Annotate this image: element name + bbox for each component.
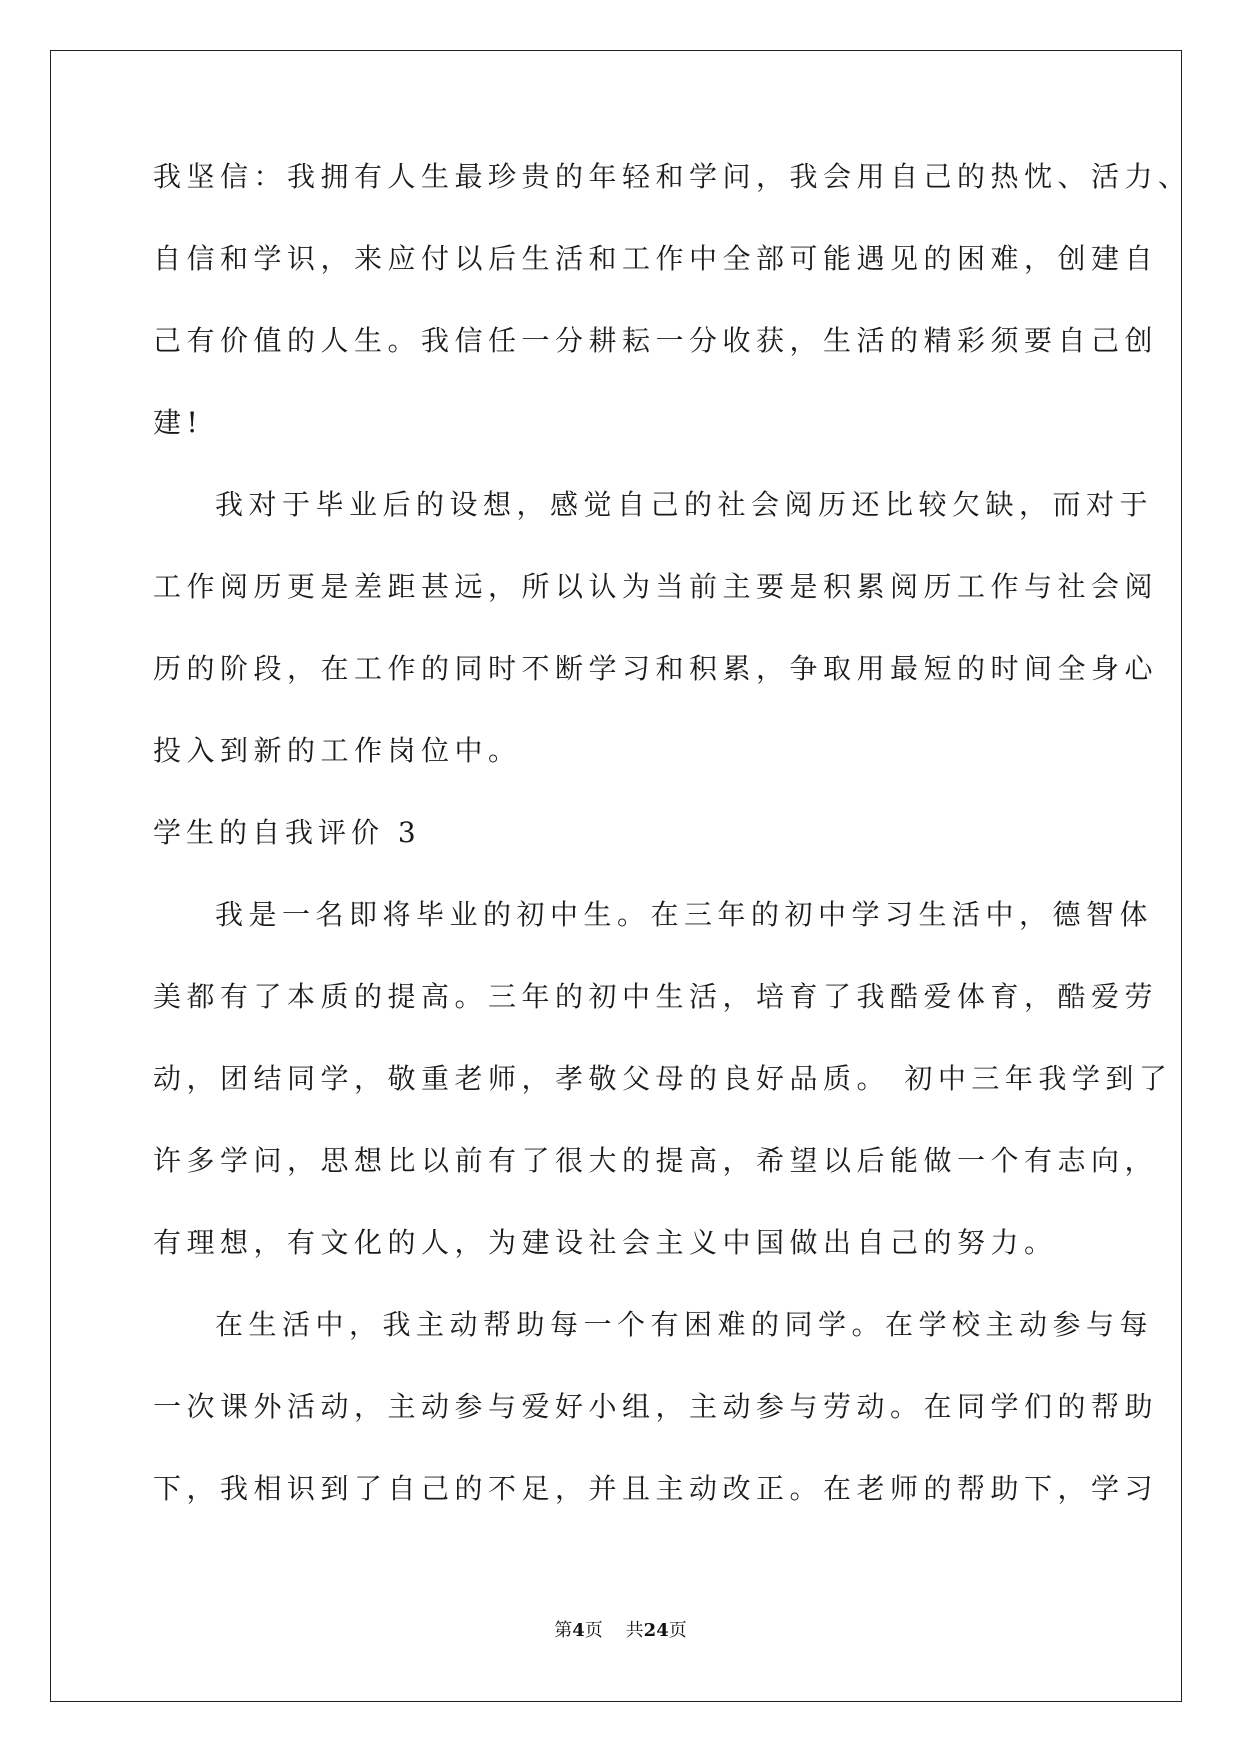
text-line: 许多学问，思想比以前有了很大的提高，希望以后能做一个有志向， [153, 1144, 1159, 1177]
text-line: 在生活中，我主动帮助每一个有困难的同学。在学校主动参与每 [215, 1308, 1154, 1341]
text-line: 有理想，有文化的人，为建设社会主义中国做出自己的努力。 [153, 1226, 1058, 1259]
text-line: 工作阅历更是差距甚远，所以认为当前主要是积累阅历工作与社会阅 [153, 570, 1159, 603]
text-line: 历的阶段，在工作的同时不断学习和积累，争取用最短的时间全身心 [153, 652, 1159, 685]
document-body [153, 160, 1192, 1554]
text-line: 己有价值的人生。我信任一分耕耘一分收获，生活的精彩须要自己创 [153, 324, 1159, 357]
section-heading: 学生的自我评价 3 [153, 816, 421, 849]
text-line: 动，团结同学，敬重老师，孝敬父母的良好品质。 初中三年我学到了 [153, 1062, 1173, 1095]
text-line: 下，我相识到了自己的不足，并且主动改正。在老师的帮助下，学习 [153, 1472, 1159, 1505]
text-line: 我对于毕业后的设想，感觉自己的社会阅历还比较欠缺，而对于 [215, 488, 1154, 521]
text-line: 我是一名即将毕业的初中生。在三年的初中学习生活中，德智体 [215, 898, 1154, 931]
page-footer [0, 1616, 1241, 1642]
text-line: 美都有了本质的提高。三年的初中生活，培育了我酷爱体育，酷爱劳 [153, 980, 1159, 1013]
text-line: 建! [153, 406, 204, 439]
footer-page-number: 4 [572, 1620, 585, 1641]
text-line: 我坚信：我拥有人生最珍贵的年轻和学问，我会用自己的热忱、活力、 [153, 160, 1192, 193]
footer-suffix: 页 [668, 1620, 687, 1641]
text-line: 一次课外活动，主动参与爱好小组，主动参与劳动。在同学们的帮助 [153, 1390, 1159, 1423]
text-line: 自信和学识，来应付以后生活和工作中全部可能遇见的困难，创建自 [153, 242, 1159, 275]
footer-total-pages: 24 [643, 1620, 669, 1641]
text-line: 投入到新的工作岗位中。 [153, 734, 522, 767]
footer-prefix: 第 [554, 1620, 573, 1641]
footer-mid: 页 共 [584, 1620, 644, 1641]
